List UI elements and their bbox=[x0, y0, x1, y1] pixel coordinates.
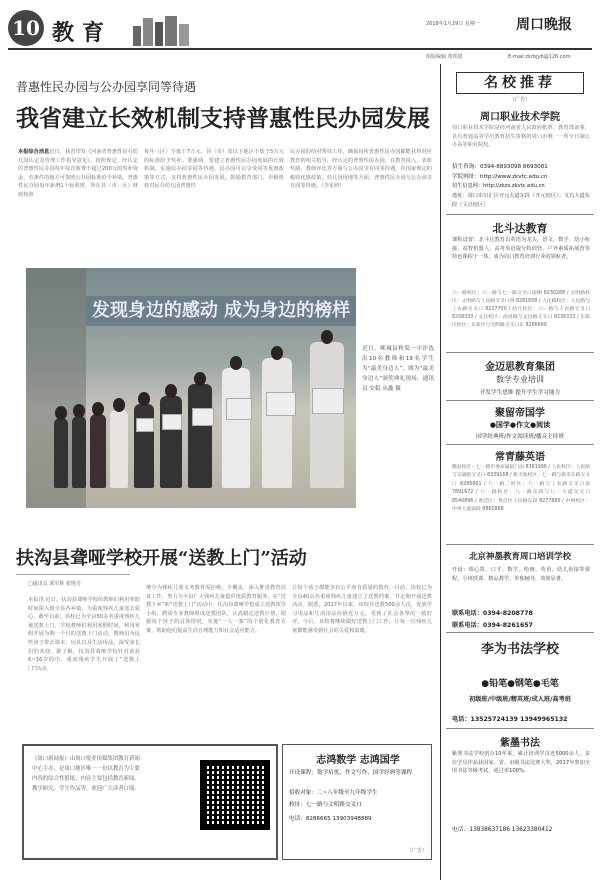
student-figure bbox=[90, 414, 106, 488]
vocational-links: 招生信息网：http://zkzs.zkvtc.edu.cn bbox=[452, 183, 545, 189]
lead-col-1 bbox=[18, 148, 138, 248]
certificate bbox=[226, 398, 252, 420]
juying-name: 聚留帝国学 bbox=[495, 408, 545, 419]
changqing-branches: 精品校区：七一路市委家属院门面 8361996 / 人民校区：人民路与交通路交叉口 8339168 / 新天地校区：七一路与新市东路交叉口 8286861 / 八一路二校区：八一路与工农路交叉口南 7891672 / 八一路校区：八一路东段与八一大道交叉口 8540896 / 黄泛区：黄泛区人民路东段 8277889 / 中州校区：中州大道南段 8865868 bbox=[452, 465, 590, 513]
lead-headline: 我省建立长效机制支持普惠性民办园发展 bbox=[16, 105, 430, 132]
vocational-body: 周口职业技术学院是经河南省人民政府批准、教育部备案，具有普通高等学历教育招生资格的周口市唯一一所全日制公办高等职业院校。 bbox=[452, 125, 590, 149]
lead-col-3: 民办园的结对帮扶工作，确保每所普惠性民办园都能获得对应教育的相关指导，经认定的普惠性民办园，在教育投入、表彰奖励、教师评比等方面与公办园享有同等待遇。在国家规定的税收优惠政策，幼儿园用地等方面，普惠性民办园与公办园享有同等待遇。（李见研） bbox=[290, 149, 432, 190]
paper-name: 周口晚报 bbox=[516, 17, 572, 33]
editor-email: E-mail:zkrbjyb@126.com bbox=[508, 54, 571, 60]
second-byline: □通讯员 郭军辉 张艳芳 bbox=[28, 581, 81, 587]
second-col-2: 统分为残疾儿童义务教育零拒绝。全覆盖，深入推进教育扶贫工作，努力为全县广大残疾儿童提供优质教育服务。在“送教下乡”和“送教上门”活动中，扶沟县聋哑学校成立送教领导小组，聘请专业教师组成送教团队，认真制定送教计划，根据每个孩子的具体情况，实施“一人一案”的个别化教育方案，帮助他们提高生活自理能力和社会适应能力。 bbox=[146, 585, 286, 634]
sidebar-title: 名校推荐 bbox=[456, 72, 584, 94]
editor-credit: 组版编辑 黄铁银 bbox=[426, 54, 463, 60]
shenmo-name: 北京神墨教育周口培训学校 bbox=[468, 552, 571, 562]
shenmo-body: 开设：珠心算、口才、数学、绘画、英语、幼儿衔接等课程，小班授课，精品教学，单独辅导，效果显著。 bbox=[452, 567, 590, 582]
beidou-branches: 六一路校区：六一路与七一路交叉口南侧 8230288 / 文明路校区：文明路与人民路交叉口西 8281858 / 人民路校区：人民路与工农路交叉口 8227700 / 幼儿校区：六一路与人民路交叉口 8208333 / 文昌校区：滨河路与文昌路交叉口 8236333 / 东新区校区：东新区与光明路交叉口东 8266669 bbox=[452, 291, 590, 328]
jinmaisi-name: 金迈思教育集团 bbox=[485, 362, 555, 373]
page-number-badge: 10 bbox=[8, 10, 44, 46]
sidebar-ad-tag: （广告） bbox=[509, 97, 530, 103]
beidou-body: 课程设置：北斗达教育以英语为龙头，语文、数学、幼小衔接、益智机器人、高考英语提分特训营、户外素质拓展营等特色课程于一体，成为周口教育培训行业的领航者。 bbox=[452, 237, 590, 261]
newspaper-ad-text: 《周口新闻报》由周口报业传媒集团教育新闻中心主办，是周口地区唯一一份以教育为主要内容的综合性报纸，内容主要包括教育新闻、教学研究、学生作品等。欢迎广大读者订阅。 bbox=[32, 756, 140, 792]
header-rule bbox=[8, 48, 592, 50]
certificate bbox=[162, 414, 182, 430]
second-headline: 扶沟县聋哑学校开展“送教上门”活动 bbox=[16, 548, 307, 569]
student-figure bbox=[110, 410, 128, 488]
page-header bbox=[8, 8, 592, 60]
qr-code bbox=[200, 760, 270, 830]
lead-kicker: 普惠性民办园与公办园享同等待遇 bbox=[16, 80, 197, 94]
student-figure bbox=[222, 368, 250, 488]
zhihong-line-4: 电话：8286665 13903948889 bbox=[289, 816, 372, 822]
photo-banner: 发现身边的感动 成为身边的榜样 bbox=[86, 296, 356, 326]
certificate bbox=[192, 408, 214, 426]
newspaper-ad bbox=[22, 744, 278, 860]
certificate bbox=[312, 388, 344, 414]
second-col-1: 本报讯 近日，扶沟县聋哑学校的教师们利用寒假时间深入到全县各乡镇，为重度残疾儿童送去爱心。截至目前，该校已为全县50多名重度残疾儿童送教上门，学校教师们利用寒假时间，利用寒假开展为期一个月的送教上门活动，教师们为这些孩子带去课本、玩具以及生活用品，深受家长们的欢迎。据了解，扶沟县聋哑学校针对该县6~16岁的中、重度残疾学生开展了“送教上门”活动。 bbox=[28, 597, 140, 672]
books-illustration bbox=[133, 12, 193, 46]
section-title: 教育 bbox=[52, 20, 113, 46]
beidou-name: 北斗达教育 bbox=[492, 222, 548, 235]
ziyun-phone: 电话：13838637186 13623380412 bbox=[452, 827, 553, 833]
zhihong-ad bbox=[282, 744, 432, 860]
changqing-name: 常青藤英语 bbox=[495, 452, 545, 463]
student-figure bbox=[262, 358, 292, 488]
jinmaisi-slogan: 数学专业培训 bbox=[496, 375, 544, 384]
zhihong-title: 志鸿数学 志鸿国学 bbox=[316, 755, 400, 766]
sidebar bbox=[446, 72, 594, 882]
vocational-address: 地址：周口市川汇区开元大道东段（开元校区）；文昌大道东段（文昌校区） bbox=[452, 193, 590, 208]
student-figure bbox=[54, 418, 68, 488]
shenmo-phone-2: 联系电话：0394-8261657 bbox=[452, 622, 533, 629]
zhihong-ad-tag: （广告） bbox=[406, 848, 427, 854]
student-figure bbox=[160, 396, 182, 488]
lead-byline: 本报综合消息 bbox=[18, 149, 50, 155]
vocational-name: 周口职业技术学院 bbox=[480, 112, 560, 123]
vocational-website: 学院网址：http://www.zkvtc.edu.cn bbox=[452, 174, 548, 180]
publish-date: 2018年1月29日 星期一 bbox=[426, 21, 480, 27]
certificate bbox=[136, 418, 154, 432]
certificate bbox=[266, 392, 296, 416]
liwei-levels: 初级班/中级班/精英班/成人班/高考班 bbox=[469, 696, 571, 703]
shenmo-phone-1: 联系电话：0394-8208778 bbox=[452, 610, 533, 617]
zhihong-line-2: 招收对象：二~八年级至九年级学生 bbox=[289, 790, 378, 796]
liwei-subjects: ●铅笔●钢笔●毛笔 bbox=[481, 679, 559, 689]
second-col-3: 让每个孩子都能享有公平而有质量的教育。目前，该校已为全县40余名重度残疾儿童建立了送教档案，并定期开展送教活动。据悉，2017年以来，该校共送教500余人次，发放学习用品和生活用品价值近万元，受到了社会各界的一致好评。今后，该校将继续做好送教上门工作，让每一位残疾儿童都能感受到社会的关爱和温暖。 bbox=[292, 585, 432, 634]
lead-col-2: 每年（区）不低于7万元、县（市）及以下地区不低于5万元的标准给予奖补。要强调，要建立普惠性民办园发展的长效机制，实施民办园享同等待遇。民办园可以享受同等优惠政策等方式，支持普惠性民办园发展，鼓励教育部门，市级机构对民办幼儿园普惠性 bbox=[144, 149, 284, 190]
vocational-phone: 招生咨询：0394-8893098 8693081 bbox=[452, 164, 548, 170]
student-figure bbox=[310, 342, 344, 488]
zhihong-line-3: 校址：七一路与文明路交叉口 bbox=[289, 802, 362, 808]
liwei-name: 李为书法学校 bbox=[480, 642, 559, 657]
liwei-phone: 电话：13525724139 13949965132 bbox=[452, 716, 568, 723]
award-photo bbox=[26, 268, 356, 508]
student-figure bbox=[188, 384, 212, 488]
ziyun-name: 紫墨书法 bbox=[500, 738, 540, 749]
juying-subjects: ●国学●作文●阅读 bbox=[489, 421, 551, 429]
ziyun-body: 紫墨书法学校创办10年来，累计培训学员近5000余人，多位学员作品获国家、省、市级书法比赛大奖，2017年参加全国书法等级考试，通过率100%。 bbox=[452, 751, 590, 775]
student-figure bbox=[72, 416, 86, 488]
jinmaisi-tagline: 开发学生思维 提升学生学习能力 bbox=[479, 390, 561, 396]
juying-desc: 国学经典班/作文阅读班/播音主持班 bbox=[476, 434, 564, 440]
photo-caption: 近日，郸城县秋渠一中评选出10名教师和19名学生为“最美身边人”。图为“最美身边人”颁奖典礼现场。通讯员 安稳 从鑫 摄 bbox=[362, 346, 434, 392]
lead-body-1: 近日，我省印发《河南省普惠性民办幼儿园认定及管理工作指导意见》，按照规定，经认定的普惠性民办园每年每次收费不超过200元的奖补资金，有条件的地方可参照公办园标准给予补助。普惠性民办园每年新增1个标准班，所在县（市、区）财政按照 bbox=[18, 149, 138, 198]
student-figure bbox=[134, 404, 154, 488]
zhihong-line-1: 开设课程：数学培优、作文写作、国学经典等课程 bbox=[289, 770, 413, 776]
